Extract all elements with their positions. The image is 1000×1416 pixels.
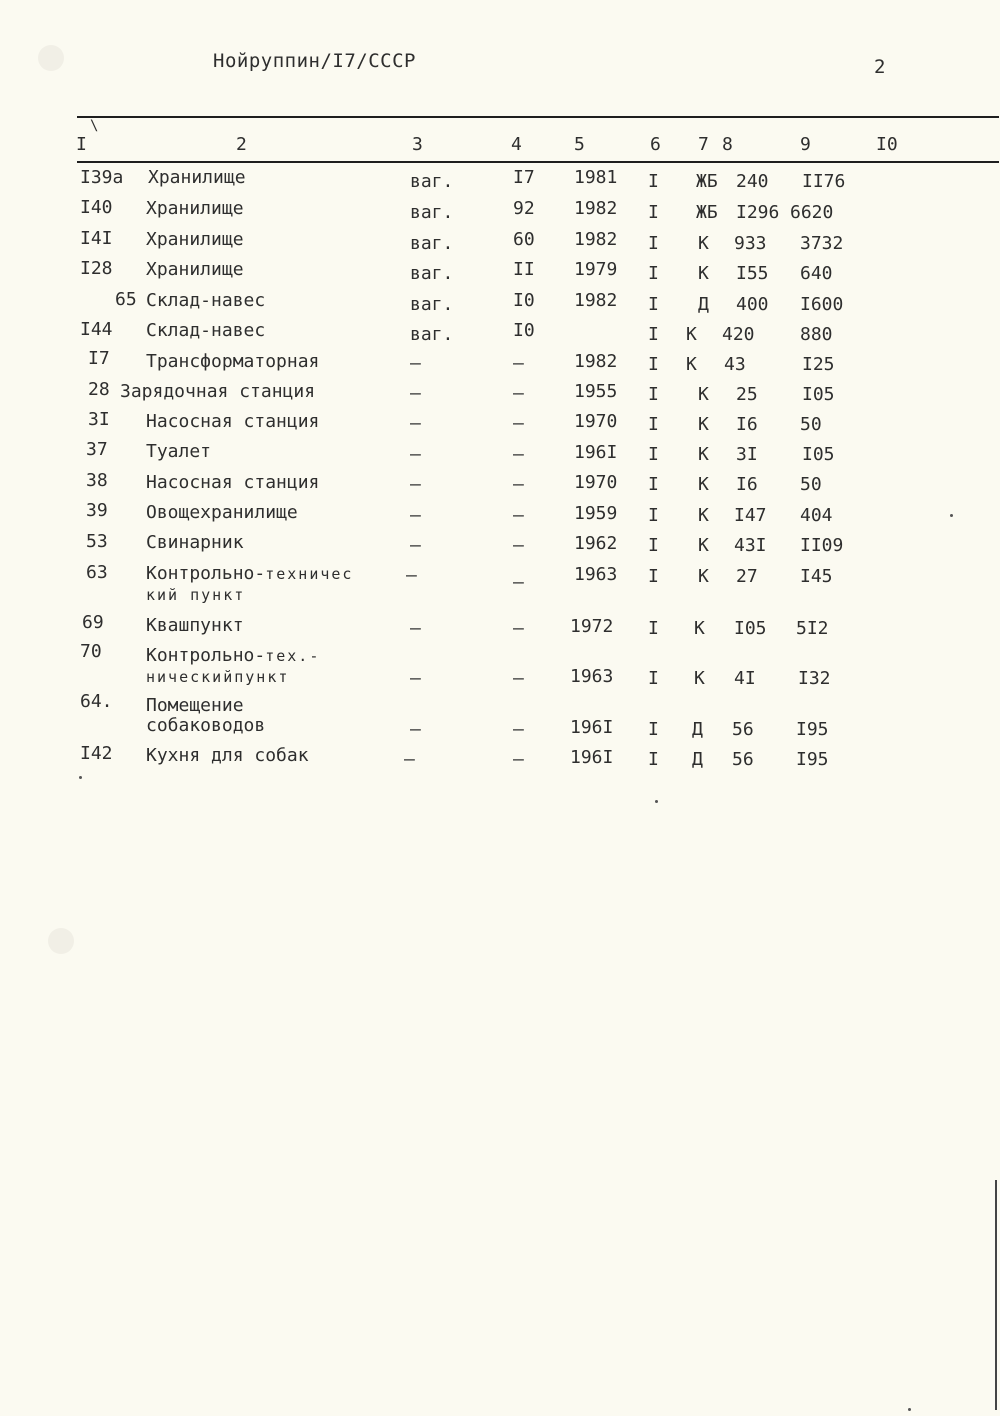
cell-col6: I bbox=[648, 719, 659, 740]
cell-name: Туалет bbox=[146, 441, 212, 462]
cell-col8: 43I bbox=[734, 535, 767, 556]
cell-col7: К bbox=[698, 474, 709, 495]
cell-col8: 420 bbox=[722, 324, 755, 345]
cell-name-tail: техничес bbox=[265, 565, 354, 583]
cell-col7: К bbox=[694, 618, 705, 639]
cell-col8: I6 bbox=[736, 474, 758, 495]
ink-speck bbox=[655, 800, 658, 803]
cell-name-part: Контрольно- bbox=[146, 645, 266, 666]
cell-year: 1982 bbox=[574, 229, 618, 250]
column-header-7: 7 bbox=[698, 134, 709, 155]
column-header-9: 9 bbox=[800, 134, 811, 155]
cell-year: 1982 bbox=[574, 198, 618, 219]
cell-col9: II76 bbox=[802, 171, 846, 192]
document-title: Нойруппин/I7/СССР bbox=[213, 50, 416, 72]
cell-number: I39а bbox=[80, 167, 124, 188]
cell-qty: – bbox=[513, 719, 524, 740]
cell-qty: 92 bbox=[513, 198, 535, 219]
cell-col8: 933 bbox=[734, 233, 767, 254]
punch-hole bbox=[48, 928, 74, 954]
cell-qty: II bbox=[513, 259, 535, 280]
cell-col9: 880 bbox=[800, 324, 833, 345]
cell-qty: I7 bbox=[513, 167, 535, 188]
cell-col8: 400 bbox=[736, 294, 769, 315]
cell-col7: Д bbox=[692, 749, 703, 770]
cell-col7: ЖБ bbox=[696, 202, 718, 223]
cell-year: 1982 bbox=[574, 351, 618, 372]
cell-number: 28 bbox=[88, 379, 110, 400]
cell-year: 1970 bbox=[574, 472, 618, 493]
ink-speck bbox=[950, 514, 953, 517]
cell-col6: I bbox=[648, 505, 659, 526]
cell-col7: К bbox=[698, 566, 709, 587]
cell-col9: 3732 bbox=[800, 233, 844, 254]
cell-qty: I0 bbox=[513, 320, 535, 341]
cell-col8: 25 bbox=[736, 384, 758, 405]
cell-name-line2: собаководов bbox=[146, 715, 266, 736]
table-top-rule bbox=[77, 116, 999, 118]
cell-col6: I bbox=[648, 668, 659, 689]
cell-qty: – bbox=[513, 572, 524, 593]
cell-col9: I95 bbox=[796, 719, 829, 740]
cell-col9: 50 bbox=[800, 474, 822, 495]
cell-col6: I bbox=[648, 384, 659, 405]
cell-name: Хранилище bbox=[148, 167, 246, 188]
cell-col8: 27 bbox=[736, 566, 758, 587]
cell-name-tail: тех.- bbox=[265, 647, 321, 665]
cell-col7: К bbox=[698, 414, 709, 435]
cell-qty: – bbox=[513, 383, 524, 404]
cell-unit: – bbox=[410, 444, 421, 465]
cell-col6: I bbox=[648, 233, 659, 254]
cell-year: 196I bbox=[570, 747, 614, 768]
cell-qty: I0 bbox=[513, 290, 535, 311]
page-number: 2 bbox=[874, 56, 886, 78]
column-header-10: I0 bbox=[876, 134, 898, 155]
page-edge-mark bbox=[995, 1180, 997, 1410]
cell-unit: – bbox=[410, 413, 421, 434]
cell-number: 53 bbox=[86, 531, 108, 552]
column-header-6: 6 bbox=[650, 134, 661, 155]
cell-name bbox=[146, 565, 353, 583]
cell-name: Насосная станция bbox=[146, 472, 320, 493]
cell-col9: 404 bbox=[800, 505, 833, 526]
cell-qty: 60 bbox=[513, 229, 535, 250]
cell-unit: – bbox=[410, 353, 421, 374]
cell-number: 69 bbox=[82, 612, 104, 633]
cell-name-line2: ническийпункт bbox=[146, 668, 290, 686]
cell-name: Овощехранилище bbox=[146, 502, 298, 523]
cell-unit: ваг. bbox=[410, 324, 454, 345]
cell-col6: I bbox=[648, 535, 659, 556]
cell-col8: 3I bbox=[736, 444, 758, 465]
cell-name: Квашпункт bbox=[146, 615, 244, 636]
cell-unit: ваг. bbox=[410, 171, 454, 192]
cell-col6: I bbox=[648, 444, 659, 465]
column-header-1: I bbox=[76, 134, 87, 155]
cell-name: Хранилище bbox=[146, 259, 244, 280]
punch-hole bbox=[38, 45, 64, 71]
cell-unit: ваг. bbox=[410, 294, 454, 315]
cell-col8: 43 bbox=[724, 354, 746, 375]
cell-col7: ЖБ bbox=[696, 171, 718, 192]
cell-col9: I32 bbox=[798, 668, 831, 689]
cell-unit: – bbox=[410, 668, 421, 689]
cell-col9: I05 bbox=[802, 444, 835, 465]
cell-qty: – bbox=[513, 474, 524, 495]
ink-speck bbox=[908, 1408, 911, 1411]
cell-qty: – bbox=[513, 618, 524, 639]
cell-number: 39 bbox=[86, 500, 108, 521]
cell-year: 1981 bbox=[574, 167, 618, 188]
cell-col9: 50 bbox=[800, 414, 822, 435]
cell-col6: I bbox=[648, 263, 659, 284]
cell-qty: – bbox=[513, 505, 524, 526]
cell-name: Помещение bbox=[146, 695, 244, 716]
cell-name: Хранилище bbox=[146, 198, 244, 219]
column-header-8: 8 bbox=[722, 134, 733, 155]
cell-qty: – bbox=[513, 749, 524, 770]
cell-qty: – bbox=[513, 353, 524, 374]
cell-qty: – bbox=[513, 444, 524, 465]
cell-unit: – bbox=[410, 535, 421, 556]
cell-number: 37 bbox=[86, 439, 108, 460]
table-header-rule bbox=[77, 161, 999, 163]
cell-year: 1982 bbox=[574, 290, 618, 311]
cell-col7: К bbox=[698, 444, 709, 465]
column-header-3: 3 bbox=[412, 134, 423, 155]
cell-name: Свинарник bbox=[146, 532, 244, 553]
cell-col7: К bbox=[686, 354, 697, 375]
cell-unit: – bbox=[406, 565, 417, 586]
cell-col8: 56 bbox=[732, 719, 754, 740]
cell-col8: I296 bbox=[736, 202, 780, 223]
cell-qty: – bbox=[513, 668, 524, 689]
cell-number: I42 bbox=[80, 743, 113, 764]
cell-col9: 6620 bbox=[790, 202, 834, 223]
cell-col7: К bbox=[698, 233, 709, 254]
cell-qty: – bbox=[513, 413, 524, 434]
cell-col8: 240 bbox=[736, 171, 769, 192]
cell-col6: I bbox=[648, 202, 659, 223]
cell-qty: – bbox=[513, 535, 524, 556]
cell-unit: – bbox=[410, 719, 421, 740]
cell-col8: I05 bbox=[734, 618, 767, 639]
cell-col9: I45 bbox=[800, 566, 833, 587]
cell-unit: – bbox=[410, 505, 421, 526]
cell-name: Насосная станция bbox=[146, 411, 320, 432]
cell-year: 1962 bbox=[574, 533, 618, 554]
cell-col6: I bbox=[648, 414, 659, 435]
cell-col7: К bbox=[686, 324, 697, 345]
cell-col9: 640 bbox=[800, 263, 833, 284]
cell-name: Хранилище bbox=[146, 229, 244, 250]
cell-col6: I bbox=[648, 474, 659, 495]
cell-name: Склад-навес bbox=[146, 320, 266, 341]
cell-col9: II09 bbox=[800, 535, 844, 556]
cell-unit: – bbox=[410, 474, 421, 495]
cell-number: 63 bbox=[86, 562, 108, 583]
cell-col9: I25 bbox=[802, 354, 835, 375]
cell-col7: К bbox=[694, 668, 705, 689]
cell-name-part: Контрольно- bbox=[146, 563, 266, 584]
cell-col8: I6 bbox=[736, 414, 758, 435]
cell-number: I40 bbox=[80, 197, 113, 218]
cell-number: 65 bbox=[115, 289, 137, 310]
cell-col7: Д bbox=[698, 294, 709, 315]
cell-name: Зарядочная станция bbox=[120, 381, 316, 402]
cell-col8: 56 bbox=[732, 749, 754, 770]
cell-unit: ваг. bbox=[410, 263, 454, 284]
cell-col7: К bbox=[698, 535, 709, 556]
cell-unit: – bbox=[404, 749, 415, 770]
cell-year: 196I bbox=[574, 442, 618, 463]
cell-unit: – bbox=[410, 383, 421, 404]
cell-year: 1963 bbox=[574, 564, 618, 585]
cell-number: 70 bbox=[80, 641, 102, 662]
cell-col6: I bbox=[648, 354, 659, 375]
cell-year: 1955 bbox=[574, 381, 618, 402]
column-header-5: 5 bbox=[574, 134, 585, 155]
cell-col9: 5I2 bbox=[796, 618, 829, 639]
cell-col6: I bbox=[648, 749, 659, 770]
cell-col6: I bbox=[648, 171, 659, 192]
cell-unit: – bbox=[410, 618, 421, 639]
cell-col7: К bbox=[698, 384, 709, 405]
cell-year: 1963 bbox=[570, 666, 614, 687]
cell-col7: К bbox=[698, 263, 709, 284]
cell-col8: I55 bbox=[736, 263, 769, 284]
cell-col7: К bbox=[698, 505, 709, 526]
column-header-4: 4 bbox=[511, 134, 522, 155]
cell-name: Кухня для собак bbox=[146, 745, 309, 766]
cell-unit: ваг. bbox=[410, 202, 454, 223]
column-header-2: 2 bbox=[236, 134, 247, 155]
cell-number: I44 bbox=[80, 319, 113, 340]
cell-number: I7 bbox=[88, 348, 110, 369]
cell-col8: 4I bbox=[734, 668, 756, 689]
cell-col9: I05 bbox=[802, 384, 835, 405]
cell-col6: I bbox=[648, 566, 659, 587]
cell-number: 3I bbox=[88, 409, 110, 430]
cell-number: I4I bbox=[80, 228, 113, 249]
cell-name bbox=[146, 647, 320, 665]
cell-name: Склад-навес bbox=[146, 290, 266, 311]
cell-name-line2: кий пункт bbox=[146, 586, 246, 604]
cell-col6: I bbox=[648, 618, 659, 639]
cell-year: 1979 bbox=[574, 259, 618, 280]
cell-col9: I95 bbox=[796, 749, 829, 770]
cell-unit: ваг. bbox=[410, 233, 454, 254]
cell-col6: I bbox=[648, 324, 659, 345]
cell-year: 1972 bbox=[570, 616, 614, 637]
cell-col8: I47 bbox=[734, 505, 767, 526]
header-tick-mark: \ bbox=[90, 118, 99, 134]
cell-number: I28 bbox=[80, 258, 113, 279]
cell-col6: I bbox=[648, 294, 659, 315]
cell-year: 1959 bbox=[574, 503, 618, 524]
cell-year: 196I bbox=[570, 717, 614, 738]
ink-speck bbox=[79, 776, 82, 779]
cell-number: 38 bbox=[86, 470, 108, 491]
cell-number: 64. bbox=[80, 691, 113, 712]
cell-name: Трансформаторная bbox=[146, 351, 320, 372]
cell-col7: Д bbox=[692, 719, 703, 740]
cell-col9: I600 bbox=[800, 294, 844, 315]
cell-year: 1970 bbox=[574, 411, 618, 432]
